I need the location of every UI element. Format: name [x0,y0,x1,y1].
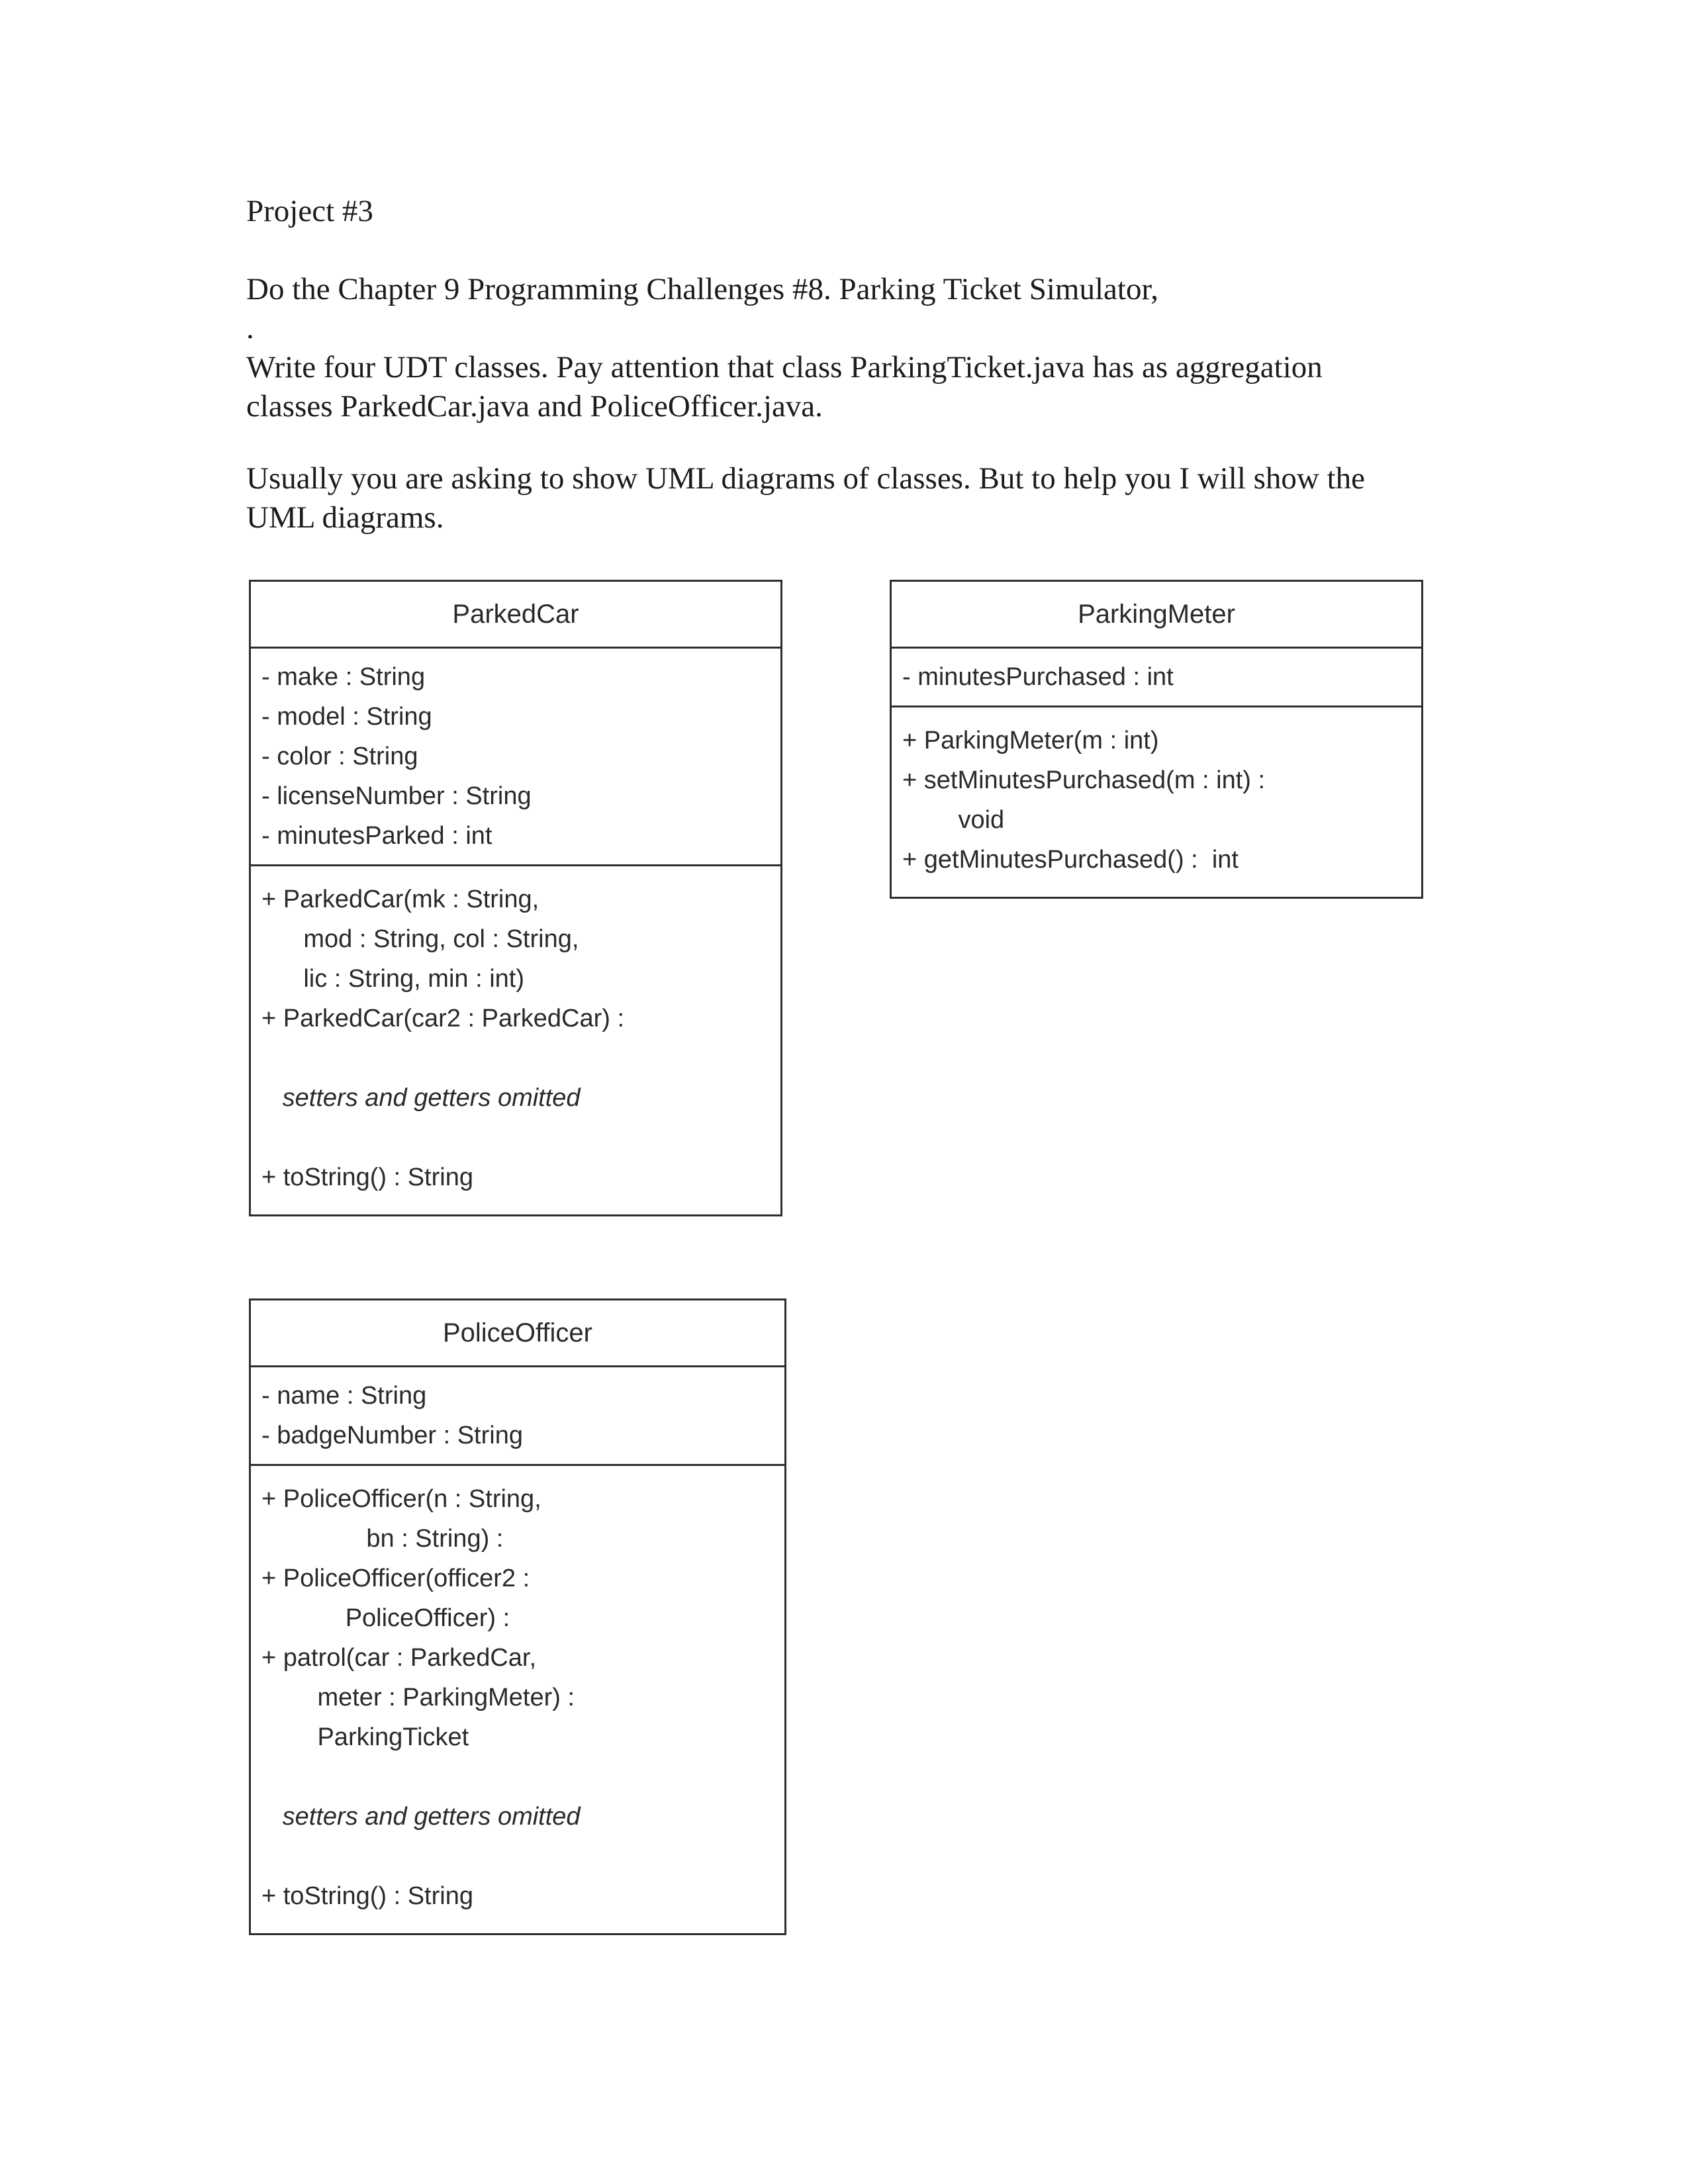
uml-methods [251,1464,784,1933]
uml-method-line [261,1837,778,1876]
uml-method-line: void [902,806,1005,834]
uml-attribute-line: - badgeNumber : String [261,1422,523,1449]
uml-class-name: ParkedCar [452,600,579,629]
uml-attribute-line: - licenseNumber : String [261,782,532,810]
paragraph-line: classes ParkedCar.java and PoliceOfficer.java. [246,389,823,424]
uml-attribute-line: - color : String [261,743,418,770]
uml-method-line: bn : String) : [261,1525,504,1553]
uml-method-line: + PoliceOfficer(n : String, [261,1485,541,1513]
uml-method-line: lic : String, min : int) [261,965,524,993]
paragraph-spacer [246,426,1491,459]
paragraph-line: UML diagrams. [246,500,444,535]
uml-method-line: + ParkedCar(mk : String, [261,886,539,913]
uml-attribute-line: - minutesPurchased : int [902,663,1174,691]
paragraph-line: Write four UDT classes. Pay attention that class ParkingTicket.java has as aggregation [246,350,1323,385]
uml-attributes [892,647,1421,705]
paragraph-line: . [246,311,254,345]
uml-method-line [261,1118,774,1158]
uml-method-line: + PoliceOfficer(officer2 : [261,1565,530,1592]
uml-method-line: + setMinutesPurchased(m : int) : [902,766,1266,794]
uml-attributes [251,1365,784,1464]
uml-attribute-line: - minutesParked : int [261,822,492,850]
uml-class-name: PoliceOfficer [442,1318,592,1347]
uml-note-line: setters and getters omitted [261,1803,581,1831]
uml-method-line [261,1038,774,1078]
uml-attribute-line: - model : String [261,703,432,731]
uml-method-line: + getMinutesPurchased() : int [902,846,1239,874]
uml-method-line [261,1757,778,1797]
project-title: Project #3 [246,194,373,228]
uml-class-name: ParkingMeter [1078,600,1235,629]
uml-attributes [251,647,780,864]
uml-attribute-line: - name : String [261,1382,427,1410]
uml-method-line: PoliceOfficer) : [261,1604,510,1632]
uml-methods [892,705,1421,897]
uml-methods [251,864,780,1214]
uml-class-policeofficer [249,1298,786,1935]
paragraph-line: Do the Chapter 9 Programming Challenges #8. Parking Ticket Simulator, [246,272,1158,306]
uml-method-line: + ParkedCar(car2 : ParkedCar) : [261,1005,625,1032]
uml-method-line: + patrol(car : ParkedCar, [261,1644,537,1672]
uml-method-line: ParkingTicket [261,1723,469,1751]
uml-note-line: setters and getters omitted [261,1084,581,1112]
uml-method-line: meter : ParkingMeter) : [261,1684,575,1711]
uml-class-parkingmeter [890,580,1423,899]
document-text [246,192,1491,537]
uml-class-parkedcar [249,580,782,1216]
paragraph-line: Usually you are asking to show UML diagrams of classes. But to help you I will show the [246,461,1366,496]
uml-attribute-line: - make : String [261,663,426,691]
uml-method-line: mod : String, col : String, [261,925,579,953]
uml-method-line: + toString() : String [261,1163,473,1191]
uml-method-line: + toString() : String [261,1882,473,1910]
uml-method-line: + ParkingMeter(m : int) [902,727,1159,754]
paragraph-spacer [246,231,1491,270]
